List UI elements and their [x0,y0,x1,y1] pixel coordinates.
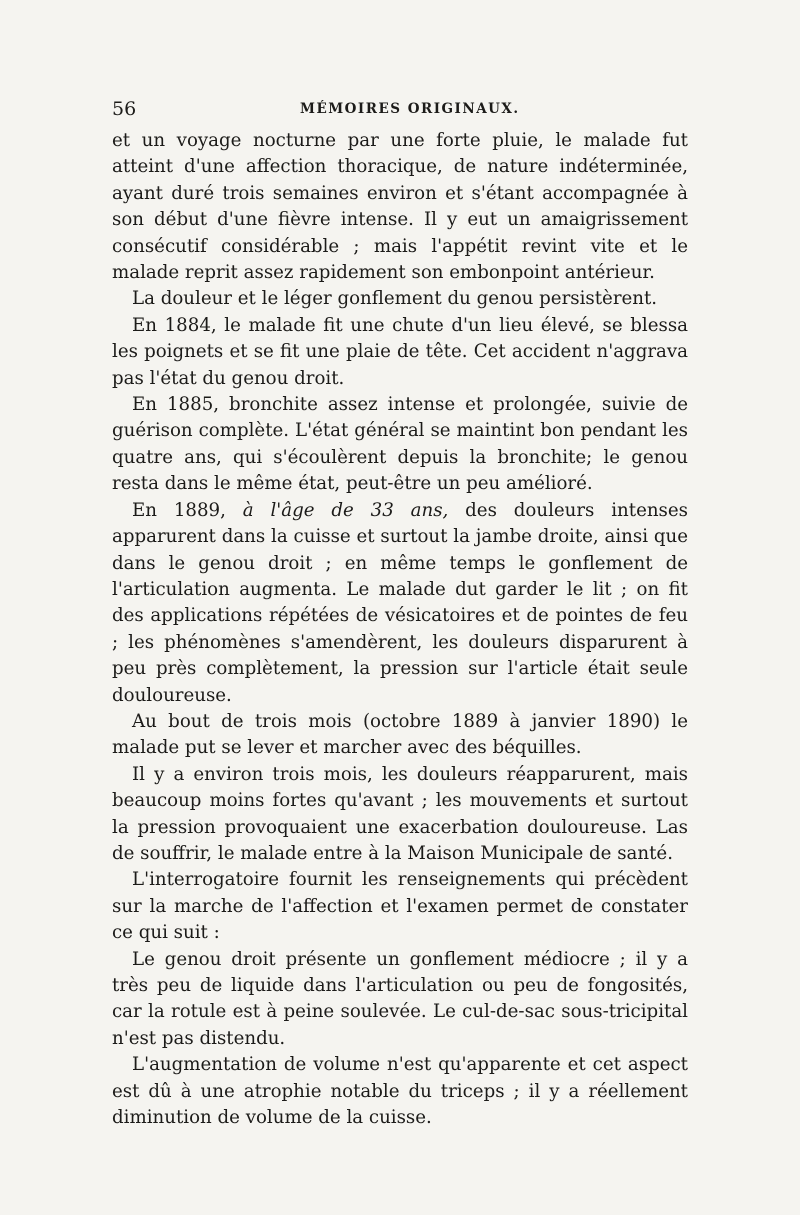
italic-phrase: à l'âge de 33 ans, [242,499,449,521]
paragraph-text: En 1889, [132,499,243,521]
paragraph-text: des douleurs intenses apparurent dans la cuisse et surtout la jambe droite, ainsi que dans le genou droit ; en même temps le gonflement de l'articulation augmenta. Le malade dut garder le lit ; on fit des applications répétées de vésicatoires et de pointes de feu ; les phénomènes s'amendèrent, les douleurs disparurent à peu près complètement, la pression sur l'article était seule douloureuse. [112,499,688,706]
paragraph: Le genou droit présente un gonflement médiocre ; il y a très peu de liquide dans l'articulation ou peu de fongosités, car la rotule est à peine soulevée. Le cul-de-sac sous-tricipital n'est pas distendu. [112,948,688,1049]
paragraph: L'augmentation de volume n'est qu'apparente et cet aspect est dû à une atrophie notable du triceps ; il y a réellement diminution de volume de la cuisse. [112,1054,688,1129]
paragraph: En 1885, bronchite assez intense et prolongée, suivie de guérison complète. L'état général se maintint bon pendant les quatre ans, qui s'écoulèrent depuis la bronchite; le genou resta dans le même état, peut-être un peu amélioré. [112,394,688,495]
body-text [112,128,688,1131]
paragraph: Il y a environ trois mois, les douleurs réapparurent, mais beaucoup moins fortes qu'avant ; les mouvements et surtout la pression provoquaient une exacerbation douloureuse. Las de souffrir, le malade entre à la Maison Municipale de santé. [112,763,688,864]
page-number: 56 [112,98,137,120]
paragraph: Au bout de trois mois (octobre 1889 à janvier 1890) le malade put se lever et marcher avec des béquilles. [112,710,688,759]
paragraph: L'interrogatoire fournit les renseignements qui précèdent sur la marche de l'affection et l'examen permet de constater ce qui suit : [112,869,688,944]
paragraph: En 1884, le malade fit une chute d'un lieu élevé, se blessa les poignets et se fit une plaie de tête. Cet accident n'aggrava pas l'état du genou droit. [112,314,688,389]
paragraph: et un voyage nocturne par une forte pluie, le malade fut atteint d'une affection thoracique, de nature indéterminée, ayant duré trois semaines environ et s'étant accompagnée à son début d'une fièvre intense. Il y eut un amaigrissement consécutif considérable ; mais l'appétit revint vite et le malade reprit assez rapidement son embonpoint antérieur. [112,130,688,284]
running-title: MÉMOIRES ORIGINAUX. [300,101,520,117]
paragraph [112,498,688,709]
page-header [112,98,688,124]
paragraph: La douleur et le léger gonflement du genou persistèrent. [132,288,658,310]
